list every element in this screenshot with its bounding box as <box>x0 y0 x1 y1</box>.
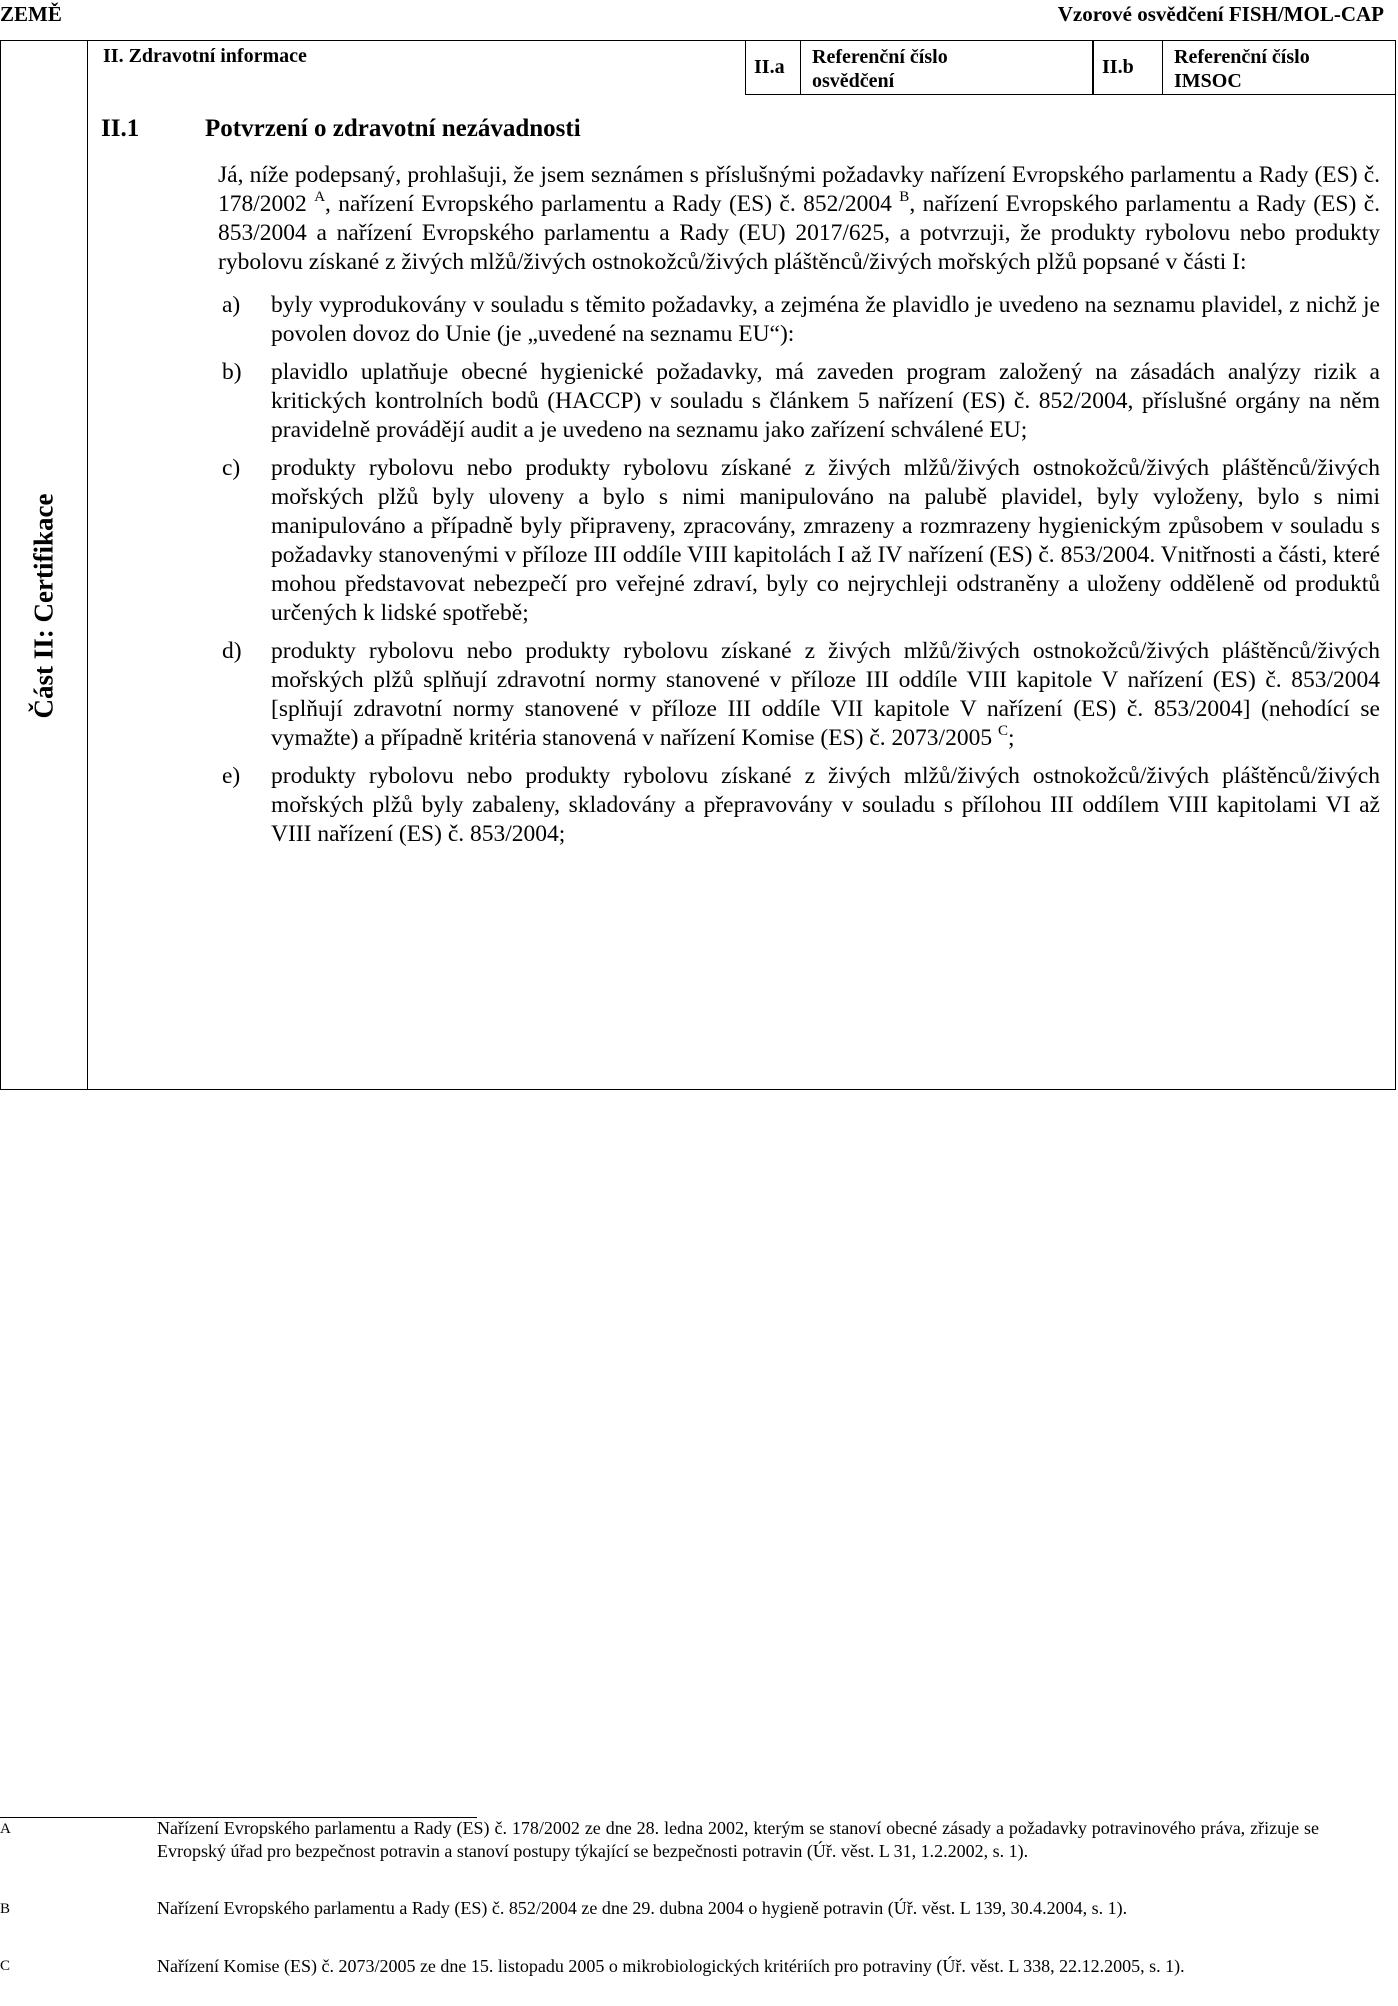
footnote-a: Nařízení Evropského parlamentu a Rady (ES) č. 178/2002 ze dne 28. ledna 2002, kterým se stanoví obecné zásady a požadavky potravinového práva, zřizuje se Evropský úřad pro bezpečnost potravin a stanoví postupy týkající se bezpečnosti potravin (Úř. věst. L 31, 1.2.2002, s. 1). <box>157 1818 1319 1861</box>
footnote-ref-b: B <box>899 189 910 206</box>
ref-a-label <box>812 45 948 93</box>
item-letter: c) <box>222 455 241 481</box>
ref-a-label-line1: Referenční číslo <box>812 46 948 68</box>
footnote-b: Nařízení Evropského parlamentu a Rady (ES) č. 852/2004 ze dne 29. dubna 2004 o hygieně potravin (Úř. věst. L 139, 30.4.2004, s. 1). <box>157 1898 1128 1918</box>
ref-b-label-line1: Referenční číslo <box>1174 46 1310 68</box>
list-item: d) produkty rybolovu nebo produkty rybolovu získané z živých mlžů/živých ostnokožců/živých pláštěnců/živých mořských plžů splňují zdravotní normy stanovené v příloze III oddíle VIII kapitole V nařízení (ES) č. 853/2004 [splňují zdravotní normy stanovené v příloze III oddíle VII kapitole V nařízení (ES) č. 853/2004] (nehodící se vymažte) a případně kritéria stanovená v nařízení Komise (ES) č. 2073/2005 $^C$; <box>222 638 1380 751</box>
ref-b-code: II.b <box>1102 56 1134 78</box>
item-letter: e) <box>222 763 241 789</box>
ref-a-code-cell <box>745 41 801 95</box>
item-letter: d) <box>222 638 242 664</box>
health-info-title: II. Zdravotní informace <box>103 45 307 67</box>
certificate-table <box>0 40 1396 1090</box>
footnote-mark-b: B <box>0 1901 11 1917</box>
list-item <box>218 358 1380 445</box>
list-item <box>218 762 1380 849</box>
list-item <box>218 454 1380 628</box>
item-text: produkty rybolovu nebo produkty rybolovu získané z živých mlžů/živých ostnokožců/živých pláštěnců/živých mořských plžů splňují zdravotní normy stanovené v příloze III oddíle VIII kapitole V nařízení (ES) č. 853/2004 [splňují zdravotní normy stanovené v příloze III oddíle VII kapitole V nařízení (ES) č. 853/2004] (nehodící se vymažte) a případně kritéria stanovená v nařízení Komise (ES) č. 2073/2005 <box>271 638 1380 751</box>
ref-b-code-cell <box>1093 41 1163 95</box>
footnote-mark-a: A <box>0 1821 11 1837</box>
country-header: ZEMĚ <box>0 2 62 26</box>
attestation-body <box>218 161 1380 849</box>
ref-a-label-line2: osvědčení <box>812 70 895 92</box>
footnote-ref-a: A <box>314 189 326 206</box>
side-column <box>1 41 88 1089</box>
item-text: produkty rybolovu nebo produkty rybolovu získané z živých mlžů/živých ostnokožců/živých pláštěnců/živých mořských plžů byly uloveny a bylo s nimi manipulováno na palubě plavidel, byly vyloženy, bylo s nimi manipulováno a případně byly připraveny, zpracovány, zmrazeny a rozmrazeny hygienickým způsobem v souladu s požadavky stanovenými v příloze III oddíle VIII kapitolách I až IV nařízení (ES) č. 853/2004. Vnitřnosti a části, které mohou představovat nebezpečí pro veřejné zdraví, byly co nejrychleji odstraněny a uloženy odděleně od produktů určených k lidské spotřebě; <box>271 455 1380 626</box>
attestation-list <box>218 291 1380 849</box>
list-item <box>218 291 1380 349</box>
section-title: Potvrzení o zdravotní nezávadnosti <box>205 115 581 142</box>
ref-b-label-cell <box>1162 41 1395 95</box>
part-label: Část II: Certifikace <box>28 493 59 719</box>
health-info-row <box>88 41 1395 95</box>
certificate-model-header: Vzorové osvědčení FISH/MOL-CAP <box>1057 2 1384 26</box>
footnote-ref-c: C <box>997 723 1008 740</box>
intro-paragraph: Já, níže podepsaný, prohlašuji, že jsem seznámen s příslušnými požadavky nařízení Evropského parlamentu a Rady (ES) č. 178/2002 $^A$, nařízení Evropského parlamentu a Rady (ES) č. 852/2004 $^B$, nařízení Evropského parlamentu a Rady (ES) č. 853/2004 a nařízení Evropského parlamentu a Rady (EU) 2017/625, a potvrzuji, že produkty rybolovu nebo produkty rybolovu získané z živých mlžů/živých ostnokožců/živých pláštěnců/živých mořských plžů popsané v části I: <box>218 162 1380 275</box>
ref-b-label-line2: IMSOC <box>1174 70 1242 92</box>
ref-a-label-cell <box>800 41 1093 95</box>
footnote-c: Nařízení Komise (ES) č. 2073/2005 ze dne 15. listopadu 2005 o mikrobiologických kritériích pro potraviny (Úř. věst. L 338, 22.12.2005, s. 1). <box>157 1956 1185 1976</box>
ref-a-code: II.a <box>754 56 785 78</box>
item-letter: b) <box>222 359 242 385</box>
ref-b-label <box>1174 45 1310 93</box>
item-text: plavidlo uplatňuje obecné hygienické požadavky, má zaveden program založený na zásadách analýzy rizik a kritických kontrolních bodů (HACCP) v souladu s článkem 5 nařízení (ES) č. 852/2004, příslušné orgány na něm pravidelně provádějí audit a je uvedeno na seznamu jako zařízení schválené EU; <box>271 359 1380 443</box>
section-number: II.1 <box>101 115 140 142</box>
item-text: byly vyprodukovány v souladu s těmito požadavky, a zejména že plavidlo je uvedeno na seznamu plavidel, z nichž je povolen dovoz do Unie (je „uvedené na seznamu EU“): <box>271 292 1380 347</box>
footnote-mark-c: C <box>0 1958 11 1974</box>
item-letter: a) <box>222 292 241 318</box>
item-text: produkty rybolovu nebo produkty rybolovu získané z živých mlžů/živých ostnokožců/živých pláštěnců/živých mořských plžů byly zabaleny, skladovány a přepravovány v souladu s přílohou III oddílem VIII kapitolami VI až VIII nařízení (ES) č. 853/2004; <box>271 763 1380 847</box>
